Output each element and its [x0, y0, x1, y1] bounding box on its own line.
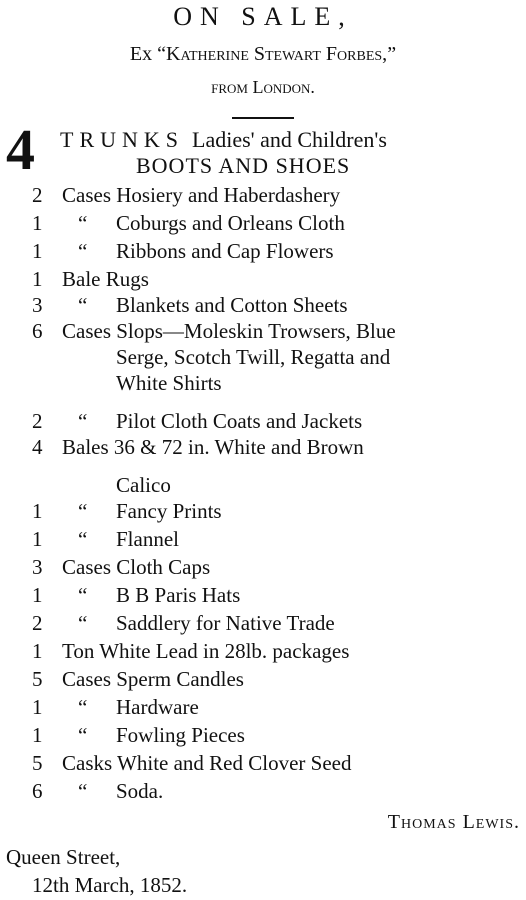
- from-place: London.: [252, 77, 315, 97]
- item-quantity: 6: [32, 779, 43, 803]
- lead-quantity: 4: [6, 117, 35, 182]
- address-street: Queen Street,: [6, 845, 121, 869]
- item-text: Fowling Pieces: [116, 723, 245, 747]
- signature: Thomas Lewis.: [387, 811, 520, 833]
- item-quantity: 1: [32, 211, 43, 235]
- list-item: [0, 238, 526, 264]
- item-text: B B Paris Hats: [116, 583, 241, 607]
- item-description: [62, 638, 349, 664]
- item-description: [78, 292, 348, 318]
- ship-line: [0, 42, 526, 66]
- item-text: Cases Cloth Caps: [62, 555, 211, 579]
- item-quantity: 1: [32, 723, 43, 747]
- item-quantity: 5: [32, 667, 43, 691]
- list-item: [0, 434, 526, 460]
- item-quantity: 2: [32, 183, 43, 207]
- item-description: [78, 498, 222, 524]
- ditto-mark: “: [78, 583, 88, 607]
- item-text: Saddlery for Native Trade: [116, 611, 335, 635]
- ditto-mark: “: [78, 527, 88, 551]
- ditto-mark: “: [78, 779, 88, 803]
- item-quantity: 6: [32, 319, 43, 343]
- item-text: Cases Slops—Moleskin Trowsers, Blue: [62, 319, 396, 343]
- list-item: [0, 582, 526, 608]
- item-quantity: 1: [32, 583, 43, 607]
- lead-unit: TRUNKS: [60, 127, 185, 152]
- list-item: [0, 554, 526, 580]
- list-item: [0, 638, 526, 664]
- item-description: [78, 526, 179, 552]
- ditto-mark: “: [78, 409, 88, 433]
- ditto-mark: “: [78, 695, 88, 719]
- list-item: [0, 610, 526, 636]
- item-description: [78, 694, 199, 720]
- item-description: [78, 610, 335, 636]
- item-quantity: 1: [32, 527, 43, 551]
- ship-name: Katherine Stewart Forbes,: [166, 43, 388, 65]
- item-quantity: 1: [32, 239, 43, 263]
- item-quantity: 1: [32, 639, 43, 663]
- list-item: [0, 498, 526, 524]
- lead-description: Ladies' and Children's: [192, 127, 387, 152]
- item-continuation: Serge, Scotch Twill, Regatta and: [116, 345, 391, 369]
- lead-description-line-2: BOOTS AND SHOES: [136, 153, 351, 178]
- item-description: [62, 666, 244, 692]
- ditto-mark: “: [78, 499, 88, 523]
- divider-rule: [232, 117, 294, 119]
- item-description: [62, 554, 210, 580]
- item-text: Fancy Prints: [116, 499, 222, 523]
- item-text: Cases Hosiery and Haberdashery: [62, 183, 341, 207]
- item-quantity: 2: [32, 611, 43, 635]
- list-item: [0, 722, 526, 748]
- item-text: Ton White Lead in 28lb. packages: [62, 639, 350, 663]
- item-description: [78, 238, 334, 264]
- item-text: Ribbons and Cap Flowers: [116, 239, 334, 263]
- item-description: [62, 182, 340, 208]
- item-text: Pilot Cloth Coats and Jackets: [116, 409, 363, 433]
- list-item: [0, 182, 526, 208]
- item-text: Bales 36 & 72 in. White and Brown: [62, 435, 364, 459]
- item-quantity: 1: [32, 499, 43, 523]
- item-text: Flannel: [116, 527, 179, 551]
- list-item: [0, 778, 526, 804]
- item-description: [78, 408, 362, 434]
- item-quantity: 4: [32, 435, 43, 459]
- item-quantity: 3: [32, 555, 43, 579]
- item-text: Bale Rugs: [62, 267, 149, 291]
- list-item: [0, 526, 526, 552]
- item-quantity: 3: [32, 293, 43, 317]
- item-text: Hardware: [116, 695, 199, 719]
- item-continuation: White Shirts: [116, 371, 222, 395]
- item-quantity: 5: [32, 751, 43, 775]
- list-item: [0, 318, 526, 344]
- ship-suffix: ”: [387, 43, 397, 65]
- item-description: [78, 582, 240, 608]
- item-description: [62, 750, 351, 776]
- item-description: [62, 434, 364, 460]
- item-text: Cases Sperm Candles: [62, 667, 244, 691]
- list-item: [0, 750, 526, 776]
- ditto-mark: “: [78, 211, 88, 235]
- address-date: 12th March, 1852.: [32, 873, 188, 897]
- list-item: [0, 292, 526, 318]
- list-item: [0, 694, 526, 720]
- ditto-mark: “: [78, 239, 88, 263]
- item-quantity: 1: [32, 267, 43, 291]
- item-quantity: 1: [32, 695, 43, 719]
- ad-heading: ON SALE,: [173, 2, 353, 31]
- item-text: Blankets and Cotton Sheets: [116, 293, 348, 317]
- item-text: Casks White and Red Clover Seed: [62, 751, 352, 775]
- item-description: [78, 722, 245, 748]
- list-item: [0, 210, 526, 236]
- ditto-mark: “: [78, 293, 88, 317]
- item-text: Coburgs and Orleans Cloth: [116, 211, 345, 235]
- from-line: [0, 76, 526, 98]
- item-description: [78, 210, 345, 236]
- list-item: [0, 408, 526, 434]
- item-continuation: Calico: [116, 473, 171, 497]
- from-prefix: from: [211, 77, 248, 97]
- list-item: [0, 666, 526, 692]
- list-item: [0, 266, 526, 292]
- lead-item: [60, 128, 526, 152]
- item-description: [62, 318, 396, 344]
- item-quantity: 2: [32, 409, 43, 433]
- item-description: [62, 266, 149, 292]
- ditto-mark: “: [78, 723, 88, 747]
- item-text: Soda.: [116, 779, 164, 803]
- ship-prefix: Ex “: [129, 43, 166, 65]
- item-description: [78, 778, 163, 804]
- ditto-mark: “: [78, 611, 88, 635]
